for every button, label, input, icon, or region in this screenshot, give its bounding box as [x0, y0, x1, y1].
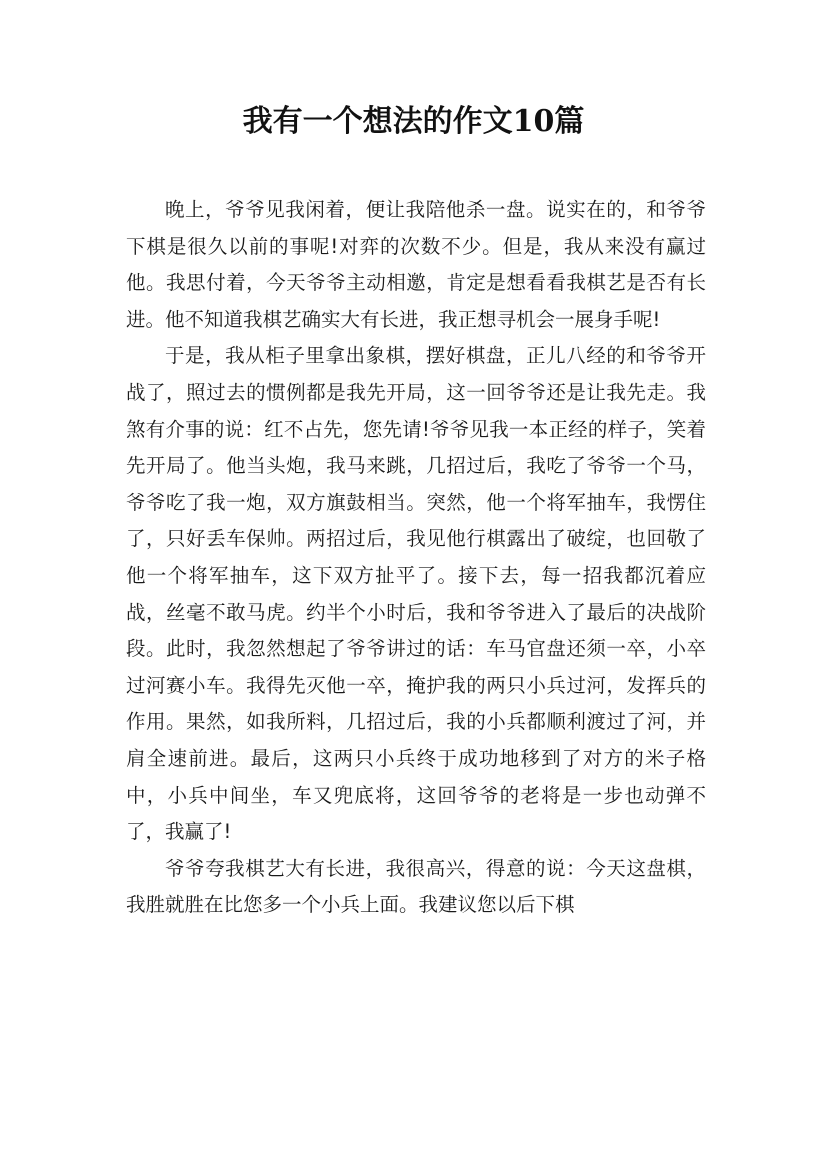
- document-title: 我有一个想法的作文10篇: [242, 104, 585, 139]
- paragraph-2: 于是，我从柜子里拿出象棋，摆好棋盘，正儿八经的和爷爷开战了，照过去的惯例都是我先开局，这一回爷爷还是让我先走。我煞有介事的说：红不占先，您先请!爷爷见我一本正经的样子，笑着先开局了。他当头炮，我马来跳，几招过后，我吃了爷爷一个马，爷爷吃了我一炮，双方旗鼓相当。突然，他一个将军抽车，我愣住了，只好丢车保帅。两招过后，我见他行棋露出了破绽，也回敬了他一个将军抽车，这下双方扯平了。接下去，每一招我都沉着应战，丝毫不敢马虎。约半个小时后，我和爷爷进入了最后的决战阶段。此时，我忽然想起了爷爷讲过的话：车马官盘还须一卒，小卒过河赛小车。我得先灭他一卒，掩护我的两只小兵过河，发挥兵的作用。果然，如我所料，几招过后，我的小兵都顺利渡过了河，并肩全速前进。最后，这两只小兵终于成功地移到了对方的米子格中，小兵中间坐，车又兜底将，这回爷爷的老将是一步也动弹不了，我赢了!: [126, 344, 706, 844]
- paragraph-1: 晚上，爷爷见我闲着，便让我陪他杀一盘。说实在的，和爷爷下棋是很久以前的事呢!对弈的次数不少。但是，我从来没有赢过他。我思付着，今天爷爷主动相邀，肯定是想看看我棋艺是否有长进。他不知道我棋艺确实大有长进，我正想寻机会一展身手呢!: [126, 198, 706, 331]
- document-body: [126, 192, 706, 924]
- paragraph-3: 爷爷夸我棋艺大有长进，我很高兴，得意的说：今天这盘棋，我胜就胜在比您多一个小兵上面。我建议您以后下棋: [126, 856, 706, 917]
